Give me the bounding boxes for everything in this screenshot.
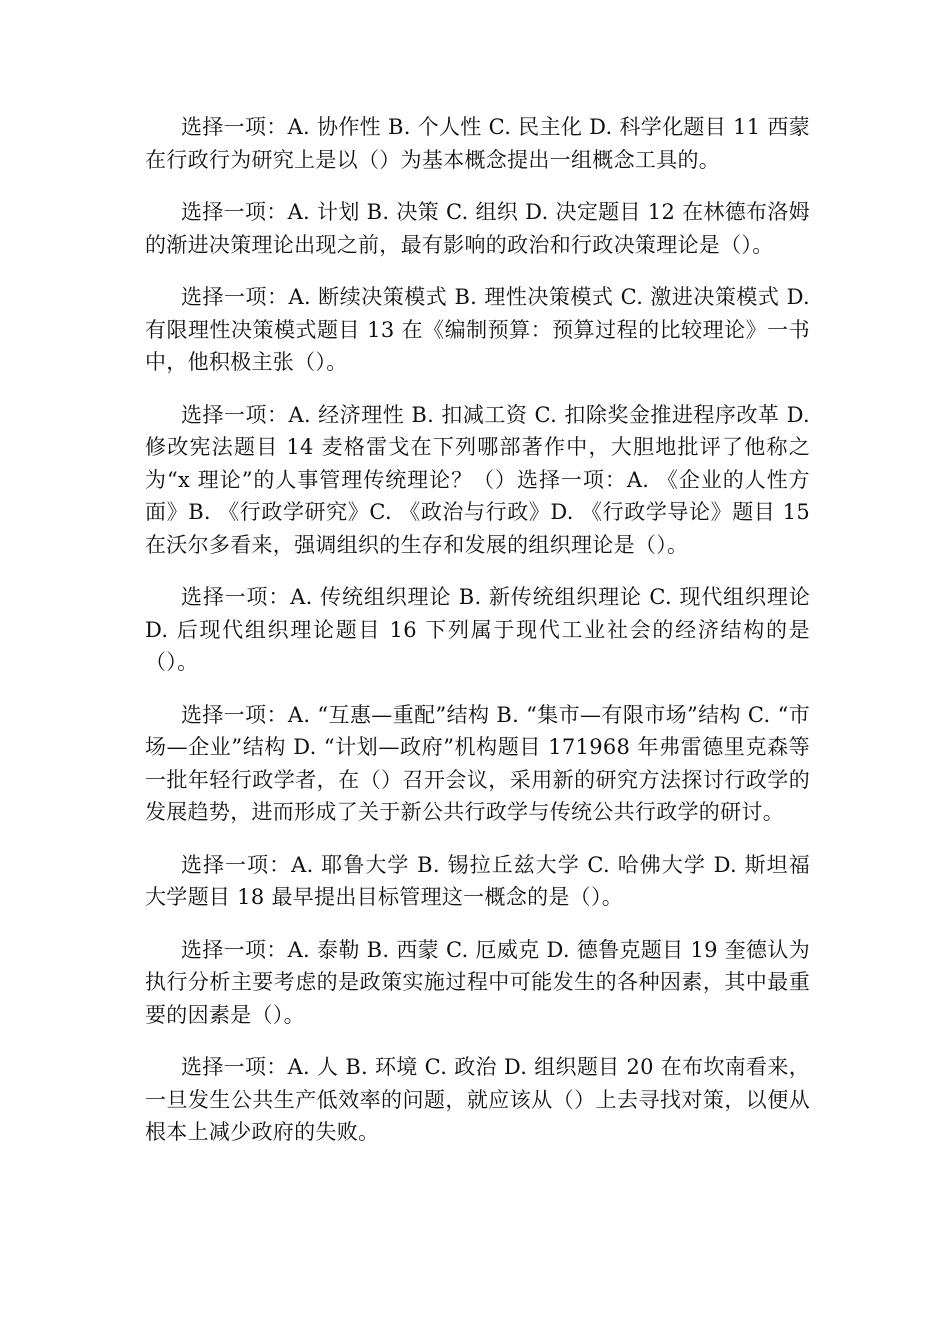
question-paragraph: 选择一项：A. 断续决策模式 B. 理性决策模式 C. 激进决策模式 D. 有限理性决策模式题目 13 在《编制预算：预算过程的比较理论》一书中，他积极主张（）。 bbox=[145, 285, 810, 374]
question-paragraph: 选择一项：A. 人 B. 环境 C. 政治 D. 组织题目 20 在布坎南看来，一旦发生公共生产低效率的问题，就应该从（）上去寻找对策，以便从根本上减少政府的失败。 bbox=[145, 1055, 810, 1144]
question-paragraph: 选择一项：A. 泰勒 B. 西蒙 C. 厄威克 D. 德鲁克题目 19 奎德认为执行分析主要考虑的是政策实施过程中可能发生的各种因素，其中最重要的因素是（）。 bbox=[145, 937, 810, 1027]
question-paragraph: 选择一项：A. 协作性 B. 个人性 C. 民主化 D. 科学化题目 11 西蒙在行政行为研究上是以（）为基本概念提出一组概念工具的。 bbox=[145, 115, 810, 172]
question-paragraph: 选择一项：A. 耶鲁大学 B. 锡拉丘兹大学 C. 哈佛大学 D. 斯坦福大学题目 18 最早提出目标管理这一概念的是（）。 bbox=[145, 852, 810, 909]
question-paragraph: 选择一项：A. 传统组织理论 B. 新传统组织理论 C. 现代组织理论 D. 后现代组织理论题目 16 下列属于现代工业社会的经济结构的是（）。 bbox=[145, 585, 810, 674]
question-paragraph: 选择一项：A. “互惠—重配”结构 B. “集市—有限市场”结构 C. “市场—企业”结构 D. “计划—政府”机构题目 171968 年弗雷德里克森等一批年轻行政学者，在（）召开会议，采用新的研究方法探讨行政学的发展趋势，进而形成了关于新公共行政学与传统公共行政学的研讨。 bbox=[145, 702, 810, 824]
question-paragraph: 选择一项：A. 计划 B. 决策 C. 组织 D. 决定题目 12 在林德布洛姆的渐进决策理论出现之前，最有影响的政治和行政决策理论是（）。 bbox=[145, 200, 810, 257]
question-paragraph: 选择一项：A. 经济理性 B. 扣减工资 C. 扣除奖金推进程序改革 D. 修改宪法题目 14 麦格雷戈在下列哪部著作中，大胆地批评了他称之为“x 理论”的人事管理传统理论？（）选择一项：A. 《企业的人性方面》B. 《行政学研究》C. 《政治与行政》D. 《行政学导论》题目 15 在沃尔多看来，强调组织的生存和发展的组织理论是（）。 bbox=[145, 402, 810, 557]
document-body bbox=[145, 111, 810, 1169]
